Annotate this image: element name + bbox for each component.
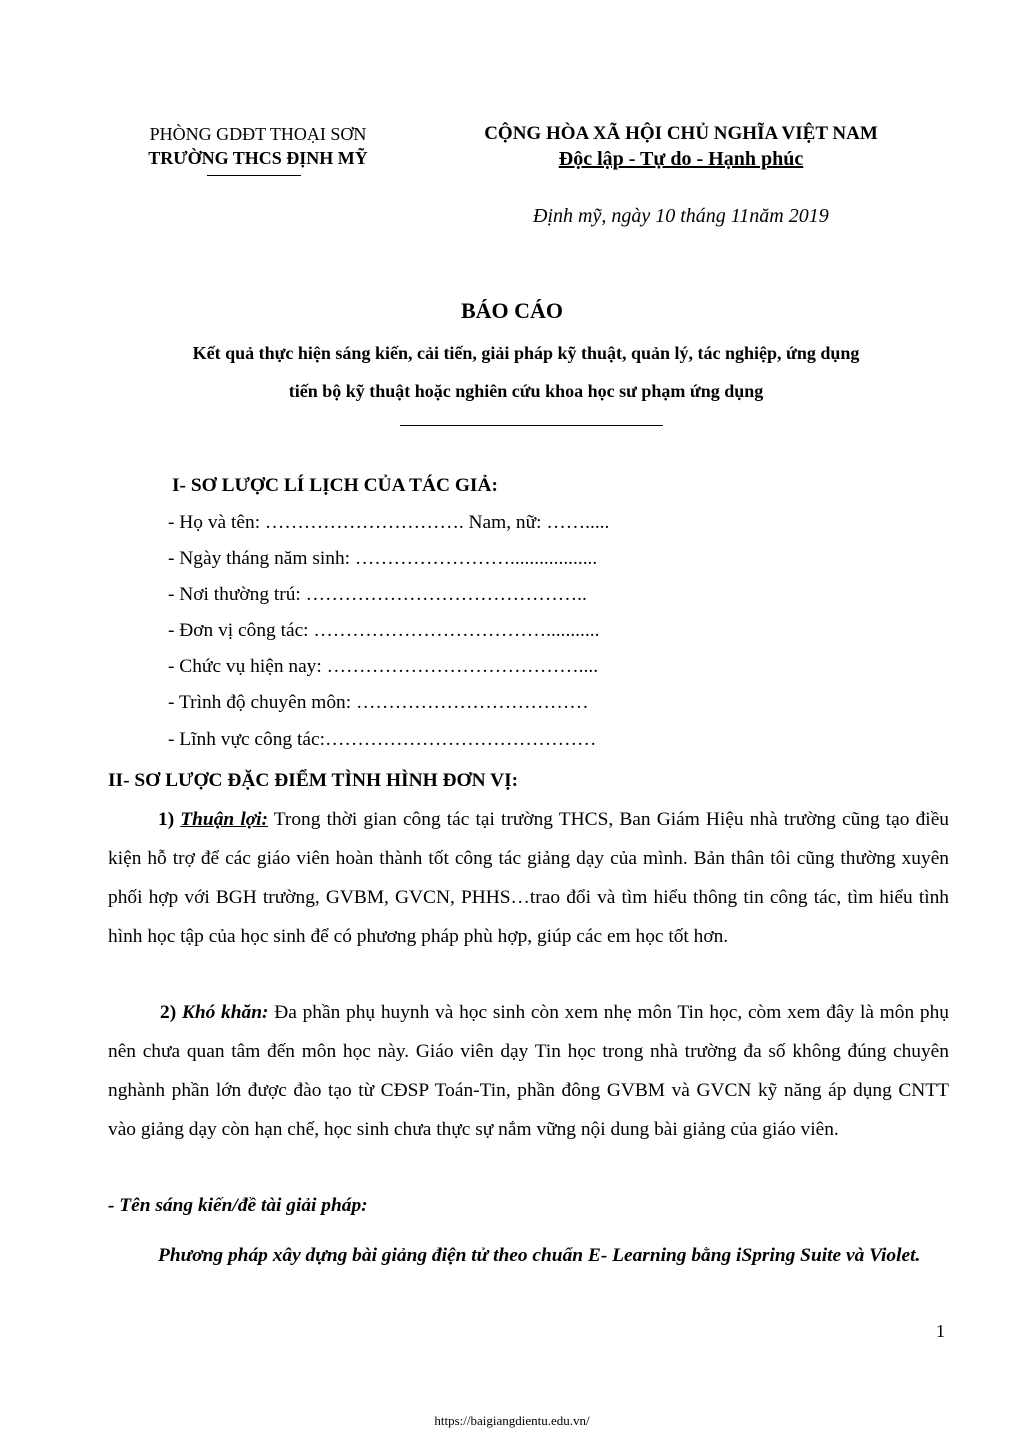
field-work-area: - Lĩnh vực công tác:…………………………………… [168,729,597,750]
field-work-unit: - Đơn vị công tác: ………………………………........... [168,620,600,641]
school-underline [207,175,301,176]
footer-url: https://baigiangdientu.edu.vn/ [434,1413,590,1428]
field-qualification: - Trình độ chuyên môn: ……………………………… [168,692,589,713]
school-name: TRƯỜNG THCS ĐỊNH MỸ [148,148,368,168]
nation-name: CỘNG HÒA XÃ HỘI CHỦ NGHĨA VIỆT NAM [484,123,878,144]
page-number: 1 [936,1321,945,1341]
report-title: BÁO CÁO [460,298,564,323]
advantages-label: Thuận lợi: [180,809,268,830]
advantages-text: Trong thời gian công tác tại trường THCS, Ban Giám Hiệu nhà trường cũng tạo điều kiện hỗ trợ để các giáo viên hoàn thành tốt công tác giảng dạy của mình. Bản thân tôi cũng thường xuyên phối hợp với BGH trường, GVBM, GVCN, PHHS…trao đổi và tìm hiểu thông tin công tác, tìm hiểu tình hình học tập của học sinh để có phương pháp phù hợp, giúp các em học tốt hơn. [108,809,949,947]
field-residence: - Nơi thường trú: …………………………………….. [168,584,587,605]
initiative-label: - Tên sáng kiến/đề tài giải pháp: [108,1195,368,1216]
difficulties-number: 2) [160,1002,182,1023]
motto: Độc lập - Tự do - Hạnh phúc [558,148,804,170]
difficulties-label: Khó khăn: [181,1002,269,1023]
advantages-number: 1) [158,809,181,830]
field-date-of-birth: - Ngày tháng năm sinh: …………………….................. [168,548,598,569]
field-position: - Chức vụ hiện nay: ………………………………….... [168,656,599,677]
paragraph-advantages [108,800,949,956]
title-divider [400,425,663,426]
date-line: Định mỹ, ngày 10 tháng 11năm 2019 [533,205,829,227]
section2-heading: II- SƠ LƯỢC ĐẶC ĐIỂM TÌNH HÌNH ĐƠN VỊ: [108,770,519,791]
report-subtitle-line1: Kết quả thực hiện sáng kiến, cải tiến, giải pháp kỹ thuật, quản lý, tác nghiệp, ứng dụng [192,343,860,363]
field-full-name: - Họ và tên: …………………………. Nam, nữ: ……..... [168,512,610,533]
section1-heading: I- SƠ LƯỢC LÍ LỊCH CỦA TÁC GIẢ: [172,475,498,496]
paragraph-difficulties [108,993,949,1149]
report-subtitle-line2: tiến bộ kỹ thuật hoặc nghiên cứu khoa học sư phạm ứng dụng [288,381,764,401]
difficulties-text: Đa phần phụ huynh và học sinh còn xem nhẹ môn Tin học, còm xem đây là môn phụ nên chưa quan tâm đến môn học này. Giáo viên dạy Tin học trong nhà trường đa số không đúng chuyên nghành phần lớn được đào tạo từ CĐSP Toán-Tin, phần đông GVBM và GVCN kỹ năng áp dụng CNTT vào giảng dạy còn hạn chế, học sinh chưa thực sự nắm vững nội dung bài giảng của giáo viên. [108,1002,949,1140]
initiative-name: Phương pháp xây dựng bài giảng điện tử theo chuẩn E- Learning bằng iSpring Suite và Violet. [158,1245,921,1266]
department-name: PHÒNG GDĐT THOẠI SƠN [149,124,367,144]
